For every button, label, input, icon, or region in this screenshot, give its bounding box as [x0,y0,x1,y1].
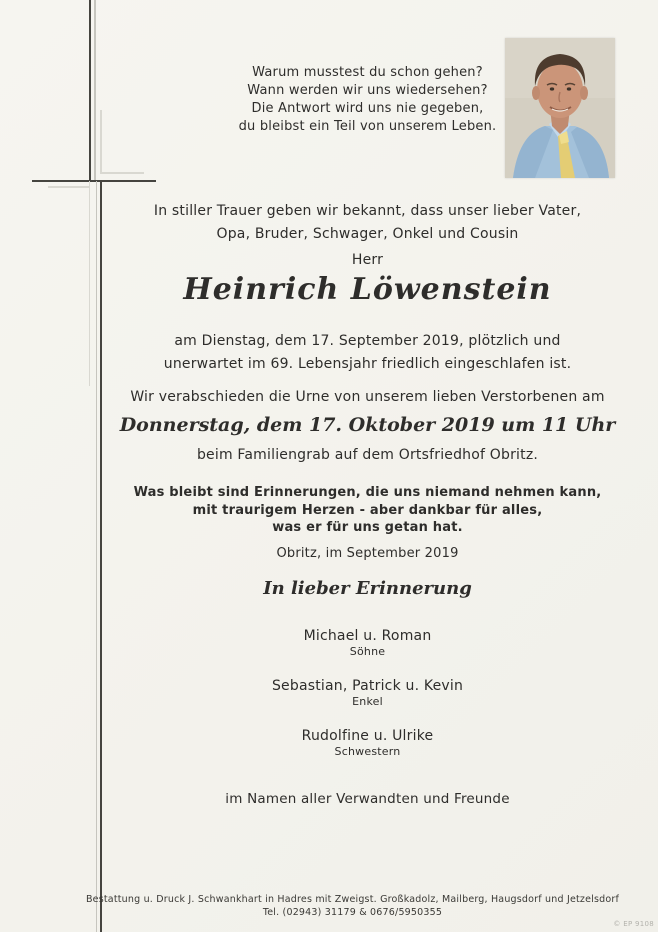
salutation: Herr [351,252,384,268]
print-copyright: © EP 9108 [613,920,654,928]
mourner-relation: Schwestern [334,745,401,758]
remembrance-line: was er für uns getan hat. [272,520,463,535]
mourner-relation: Söhne [349,645,386,658]
footer-line: Tel. (02943) 31179 & 0676/5950355 [262,907,443,918]
cross-arm-light [48,186,90,188]
intro-line: Opa, Bruder, Schwager, Onkel und Cousin [216,226,519,242]
cross-arm-dark [32,180,156,182]
death-line: unerwartet im 69. Lebensjahr friedlich eingeschlafen ist. [163,356,572,372]
funeral-datetime: Donnerstag, dem 17. Oktober 2019 um 11 Uhr [119,414,616,436]
mourner-group [90,627,645,658]
poem-line: du bleibst ein Teil von unserem Leben. [238,119,497,134]
mourner-names: Rudolfine u. Ulrike [301,728,434,744]
mourner-group [90,677,645,708]
remembrance-line: Was bleibt sind Erinnerungen, die uns niemand nehmen kann, [133,485,602,500]
remembrance-heading: In lieber Erinnerung [263,578,472,599]
poem [90,64,645,136]
poem-line: Die Antwort wird uns nie gegeben, [251,101,484,116]
funeral-home-footer [60,893,645,919]
remembrance-verse [90,484,645,537]
remembrance-line: mit traurigem Herzen - aber dankbar für alles, [192,502,543,518]
poem-line: Wann werden wir uns wiedersehen? [247,83,488,98]
closing-line: im Namen aller Verwandten und Freunde [225,791,510,807]
intro-line: In stiller Trauer geben wir bekannt, dass unser lieber Vater, [153,203,582,219]
cross-inner-corner-horizontal [100,172,144,174]
place-dateline: Obritz, im September 2019 [276,546,459,561]
mourner-names: Sebastian, Patrick u. Kevin [271,678,464,694]
poem-line: Warum musstest du schon gehen? [252,65,483,80]
mourner-group [90,727,645,758]
death-notice [90,330,645,376]
death-line: am Dienstag, dem 17. September 2019, plötzlich und [174,333,561,349]
deceased-name: Heinrich Löwenstein [183,272,552,307]
mourner-relation: Enkel [352,695,383,708]
funeral-place: beim Familiengrab auf dem Ortsfriedhof Obritz. [196,447,539,463]
farewell-line: Wir verabschieden die Urne von unserem lieben Verstorbenen am [130,389,605,405]
announcement-intro [90,200,645,246]
footer-line: Bestattung u. Druck J. Schwankhart in Hadres mit Zweigst. Großkadolz, Mailberg, Haugsdorf und Jetzelsdorf [85,894,620,905]
mourner-names: Michael u. Roman [303,628,432,644]
